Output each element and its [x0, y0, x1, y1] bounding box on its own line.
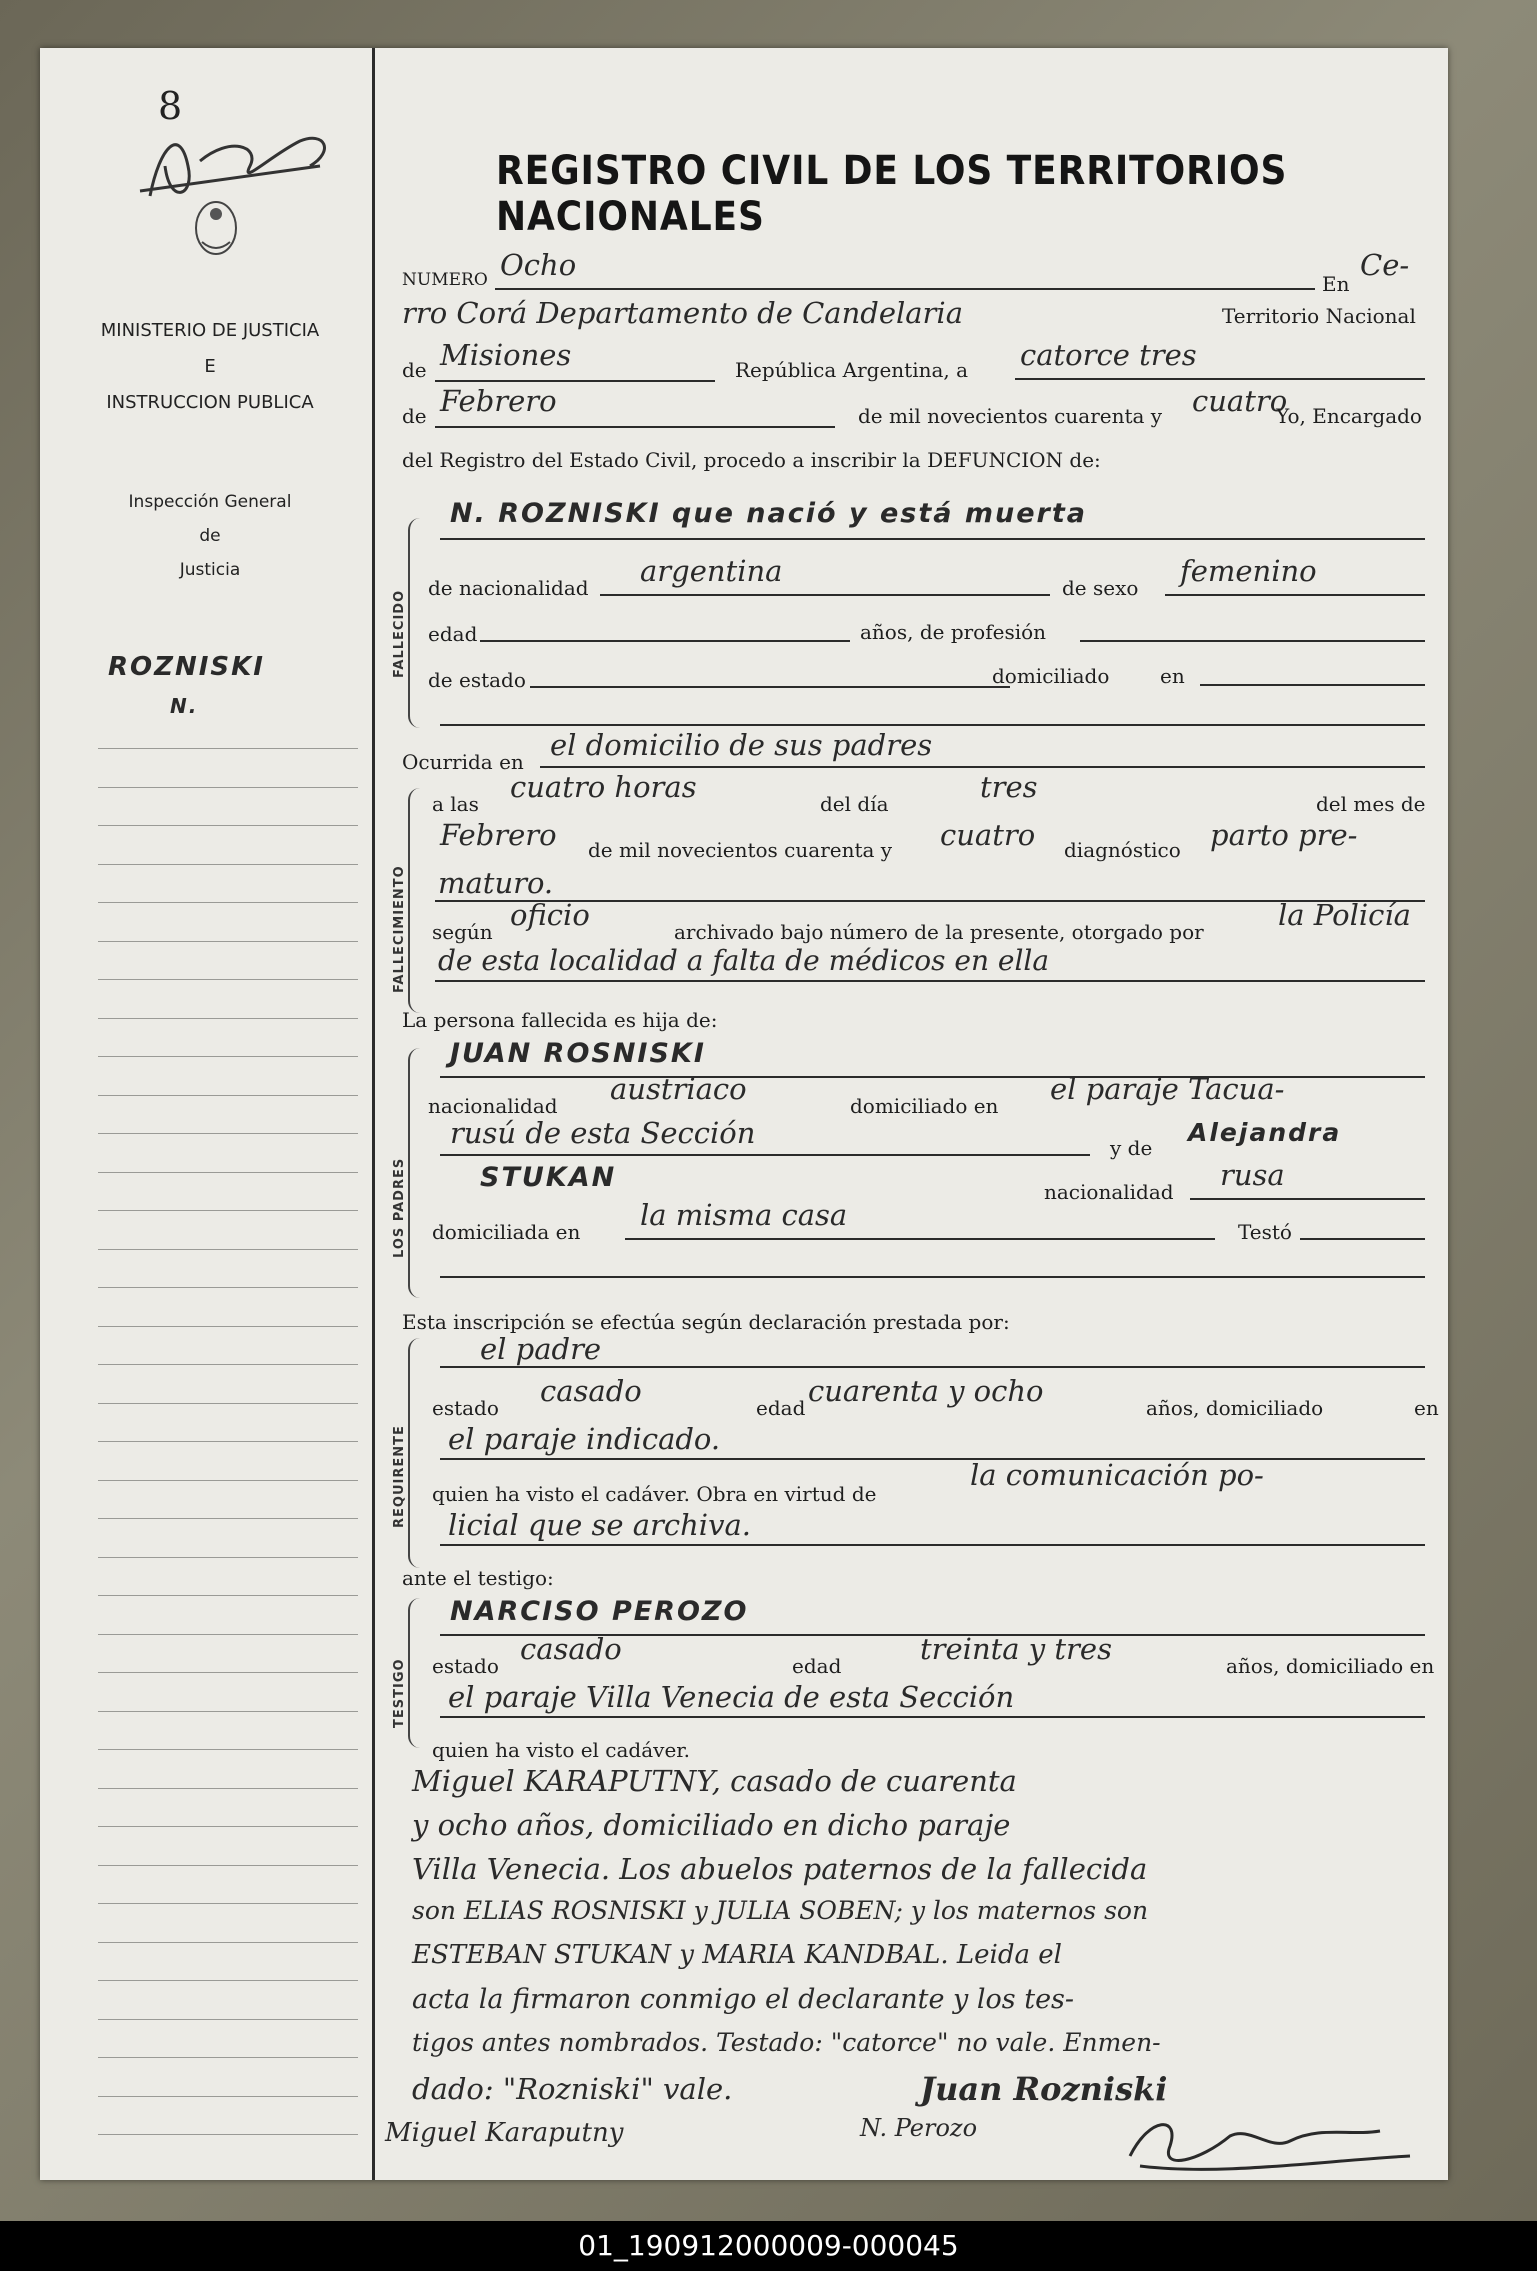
notes-line: Miguel KARAPUTNY, casado de cuarenta: [412, 1764, 1017, 1798]
value-lugar-a: Ce-: [1360, 248, 1410, 282]
ruled-line: [98, 1788, 358, 1789]
value-madre-a: Alejandra: [1188, 1118, 1342, 1147]
folio-number: 8: [158, 84, 183, 128]
left-margin: [40, 48, 375, 2180]
value-mes-fall: Febrero: [440, 818, 557, 852]
label-ante-testigo: ante el testigo:: [402, 1566, 554, 1590]
label-registro: del Registro del Estado Civil, procedo a inscribir la DEFUNCION de:: [402, 448, 1101, 472]
section-requirente: REQUIRENTE: [392, 1425, 407, 1528]
notes-line: acta la firmaron conmigo el declarante y los tes-: [412, 1984, 1075, 2015]
label-estado-t: estado: [432, 1654, 499, 1678]
ruled-line: [98, 1711, 358, 1712]
label-testo: Testó: [1238, 1220, 1292, 1244]
label-ocurrida: Ocurrida en: [402, 750, 524, 774]
notes-line: son ELIAS ROSNISKI y JULIA SOBEN; y los maternos son: [412, 1896, 1149, 1925]
label-de-mil: de mil novecientos cuarenta y: [858, 404, 1163, 428]
value-test-edad: treinta y tres: [920, 1632, 1112, 1666]
label-diagnostico: diagnóstico: [1064, 838, 1181, 862]
label-del-dia: del día: [820, 792, 889, 816]
label-edad: edad: [428, 622, 478, 646]
ruled-line: [98, 2057, 358, 2058]
label-domiciliada: domiciliada en: [432, 1220, 581, 1244]
page-title: REGISTRO CIVIL DE LOS TERRITORIOS NACIONALES: [496, 148, 1288, 240]
ruled-line: [98, 979, 358, 980]
value-lugar-b: rro Corá Departamento de Candelaria: [402, 296, 963, 330]
value-diagnostico-b: maturo.: [438, 866, 554, 900]
label-de-2: de: [402, 404, 427, 428]
notes-line: ESTEBAN STUKAN y MARIA KANDBAL. Leida el: [412, 1940, 1062, 1970]
value-otorgado-b: de esta localidad a falta de médicos en ella: [438, 944, 1050, 977]
label-segun: según: [432, 920, 493, 944]
signature-perozo: N. Perozo: [860, 2114, 978, 2142]
ruled-line: [98, 1749, 358, 1750]
value-obra-b: licial que se archiva.: [448, 1508, 751, 1542]
value-segun: oficio: [510, 898, 590, 932]
value-madre-dom: la misma casa: [640, 1198, 848, 1232]
value-mes: Febrero: [440, 384, 557, 418]
register-page: [40, 48, 1448, 2180]
section-fallecimiento: FALLECIMIENTO: [392, 865, 407, 993]
label-dom-padre: domiciliado en: [850, 1094, 999, 1118]
label-nacionalidad: de nacionalidad: [428, 576, 589, 600]
label-de-estado: de estado: [428, 668, 526, 692]
label-inscripcion: Esta inscripción se efectúa según declaración prestada por:: [402, 1310, 1010, 1334]
ruled-line: [98, 1364, 358, 1365]
ruled-line: [98, 1326, 358, 1327]
margin-name: ROZNISKI: [108, 652, 265, 682]
archive-id: 01_190912000009-000045: [0, 2221, 1537, 2271]
value-dia: catorce tres: [1020, 338, 1197, 372]
value-testigo: NARCISO PEROZO: [450, 1596, 749, 1627]
value-req-dom: el paraje indicado.: [448, 1422, 721, 1456]
label-nac-madre: nacionalidad: [1044, 1180, 1174, 1204]
label-de-mil-2: de mil novecientos cuarenta y: [588, 838, 893, 862]
label-de-1: de: [402, 358, 427, 382]
ruled-line: [98, 1403, 358, 1404]
notes-line: Villa Venecia. Los abuelos paternos de la fallecida: [412, 1852, 1148, 1886]
ruled-line: [98, 864, 358, 865]
section-fallecido: FALLECIDO: [392, 589, 407, 678]
value-nombre: N. ROZNISKI que nació y está muerta: [450, 498, 1087, 529]
ruled-line: [98, 2096, 358, 2097]
label-en-2: en: [1160, 664, 1185, 688]
label-edad-2: edad: [756, 1396, 806, 1420]
ruled-line: [98, 941, 358, 942]
label-en: En: [1322, 272, 1350, 296]
ruled-line: [98, 1287, 358, 1288]
margin-initial: N.: [170, 694, 199, 718]
notes-line: dado: "Rozniski" vale.: [412, 2072, 733, 2106]
section-testigo: TESTIGO: [392, 1658, 407, 1728]
label-domiciliado: domiciliado: [992, 664, 1110, 688]
value-obra-a: la comunicación po-: [970, 1458, 1264, 1492]
value-hora: cuatro horas: [510, 770, 697, 804]
ruled-line: [98, 1903, 358, 1904]
value-padre: JUAN ROSNISKI: [450, 1038, 706, 1069]
value-madre-b: STUKAN: [480, 1162, 617, 1193]
notes-line: tigos antes nombrados. Testado: "catorce" no vale. Enmen-: [412, 2028, 1161, 2057]
value-padre-dom-b: rusú de esta Sección: [450, 1116, 756, 1150]
inspection-line-3: Justicia: [179, 560, 241, 580]
ruled-line: [98, 1826, 358, 1827]
label-y-de: y de: [1110, 1136, 1153, 1160]
ruled-line: [98, 1672, 358, 1673]
label-quien-visto: quien ha visto el cadáver. Obra en virtud de: [432, 1482, 877, 1506]
value-test-estado: casado: [520, 1632, 622, 1666]
value-ocurrida: el domicilio de sus padres: [550, 728, 933, 762]
ruled-line: [98, 1095, 358, 1096]
label-numero: NUMERO: [402, 270, 488, 290]
value-nacionalidad: argentina: [640, 554, 783, 588]
section-padres: LOS PADRES: [392, 1157, 407, 1258]
value-anio: cuatro: [1192, 384, 1288, 418]
label-anos-dom-t: años, domiciliado en: [1226, 1654, 1435, 1678]
inspection-line-2: de: [199, 526, 221, 546]
label-profesion: años, de profesión: [860, 620, 1047, 644]
ruled-line: [98, 1133, 358, 1134]
ruled-line: [98, 1210, 358, 1211]
ruled-line: [98, 1595, 358, 1596]
value-test-dom: el paraje Villa Venecia de esta Sección: [448, 1680, 1015, 1714]
national-seal-icon: [190, 198, 242, 258]
ruled-line: [98, 1518, 358, 1519]
value-madre-nac: rusa: [1220, 1158, 1285, 1192]
ruled-line: [98, 1942, 358, 1943]
value-numero: Ocho: [500, 248, 577, 282]
label-sexo: de sexo: [1062, 576, 1139, 600]
label-yo: Yo, Encargado: [1276, 404, 1422, 428]
label-archivado: archivado bajo número de la presente, otorgado por: [674, 920, 1204, 944]
registrar-signature: [1120, 2106, 1420, 2178]
value-diagnostico-a: parto pre-: [1210, 818, 1358, 852]
ruled-line: [98, 1441, 358, 1442]
ruled-line: [98, 1634, 358, 1635]
ruled-line: [98, 2134, 358, 2135]
ruled-line: [98, 1056, 358, 1057]
ruled-line: [98, 748, 358, 749]
inspection-line-1: Inspección General: [128, 492, 292, 512]
value-requirente: el padre: [480, 1332, 602, 1366]
ruled-line: [98, 1018, 358, 1019]
ruled-line: [98, 1865, 358, 1866]
value-req-estado: casado: [540, 1374, 642, 1408]
value-anio-fall: cuatro: [940, 818, 1036, 852]
signature-juan: Juan Rozniski: [920, 2070, 1168, 2108]
ruled-line: [98, 1557, 358, 1558]
value-padre-nac: austriaco: [610, 1072, 747, 1106]
label-quien-visto-t: quien ha visto el cadáver.: [432, 1738, 691, 1762]
value-padre-dom-a: el paraje Tacua-: [1050, 1072, 1285, 1106]
label-en-3: en: [1414, 1396, 1439, 1420]
value-otorgado-a: la Policía: [1278, 898, 1411, 932]
ministry-line-3: INSTRUCCION PUBLICA: [106, 392, 314, 413]
value-req-edad: cuarenta y ocho: [808, 1374, 1044, 1408]
ruled-line: [98, 825, 358, 826]
notes-line: y ocho años, domiciliado en dicho paraje: [412, 1808, 1011, 1842]
ruled-line: [98, 787, 358, 788]
value-provincia: Misiones: [440, 338, 572, 372]
ministry-line-2: E: [204, 356, 216, 377]
signature-miguel: Miguel Karaputny: [385, 2118, 624, 2148]
label-republica: República Argentina, a: [735, 358, 969, 382]
label-a-las: a las: [432, 792, 479, 816]
ruled-line: [98, 1249, 358, 1250]
label-del-mes: del mes de: [1316, 792, 1426, 816]
label-estado: estado: [432, 1396, 499, 1420]
value-sexo: femenino: [1180, 554, 1317, 588]
ruled-line: [98, 2019, 358, 2020]
ruled-line: [98, 902, 358, 903]
ruled-line: [98, 1480, 358, 1481]
ministry-line-1: MINISTERIO DE JUSTICIA: [100, 320, 320, 341]
label-edad-t: edad: [792, 1654, 842, 1678]
label-hija-de: La persona fallecida es hija de:: [402, 1008, 718, 1032]
label-nac-padre: nacionalidad: [428, 1094, 558, 1118]
value-dia-fall: tres: [980, 770, 1038, 804]
ruled-line: [98, 1172, 358, 1173]
ruled-line: [98, 1980, 358, 1981]
label-territorio: Territorio Nacional: [1222, 304, 1416, 328]
label-anos-dom: años, domiciliado: [1146, 1396, 1324, 1420]
